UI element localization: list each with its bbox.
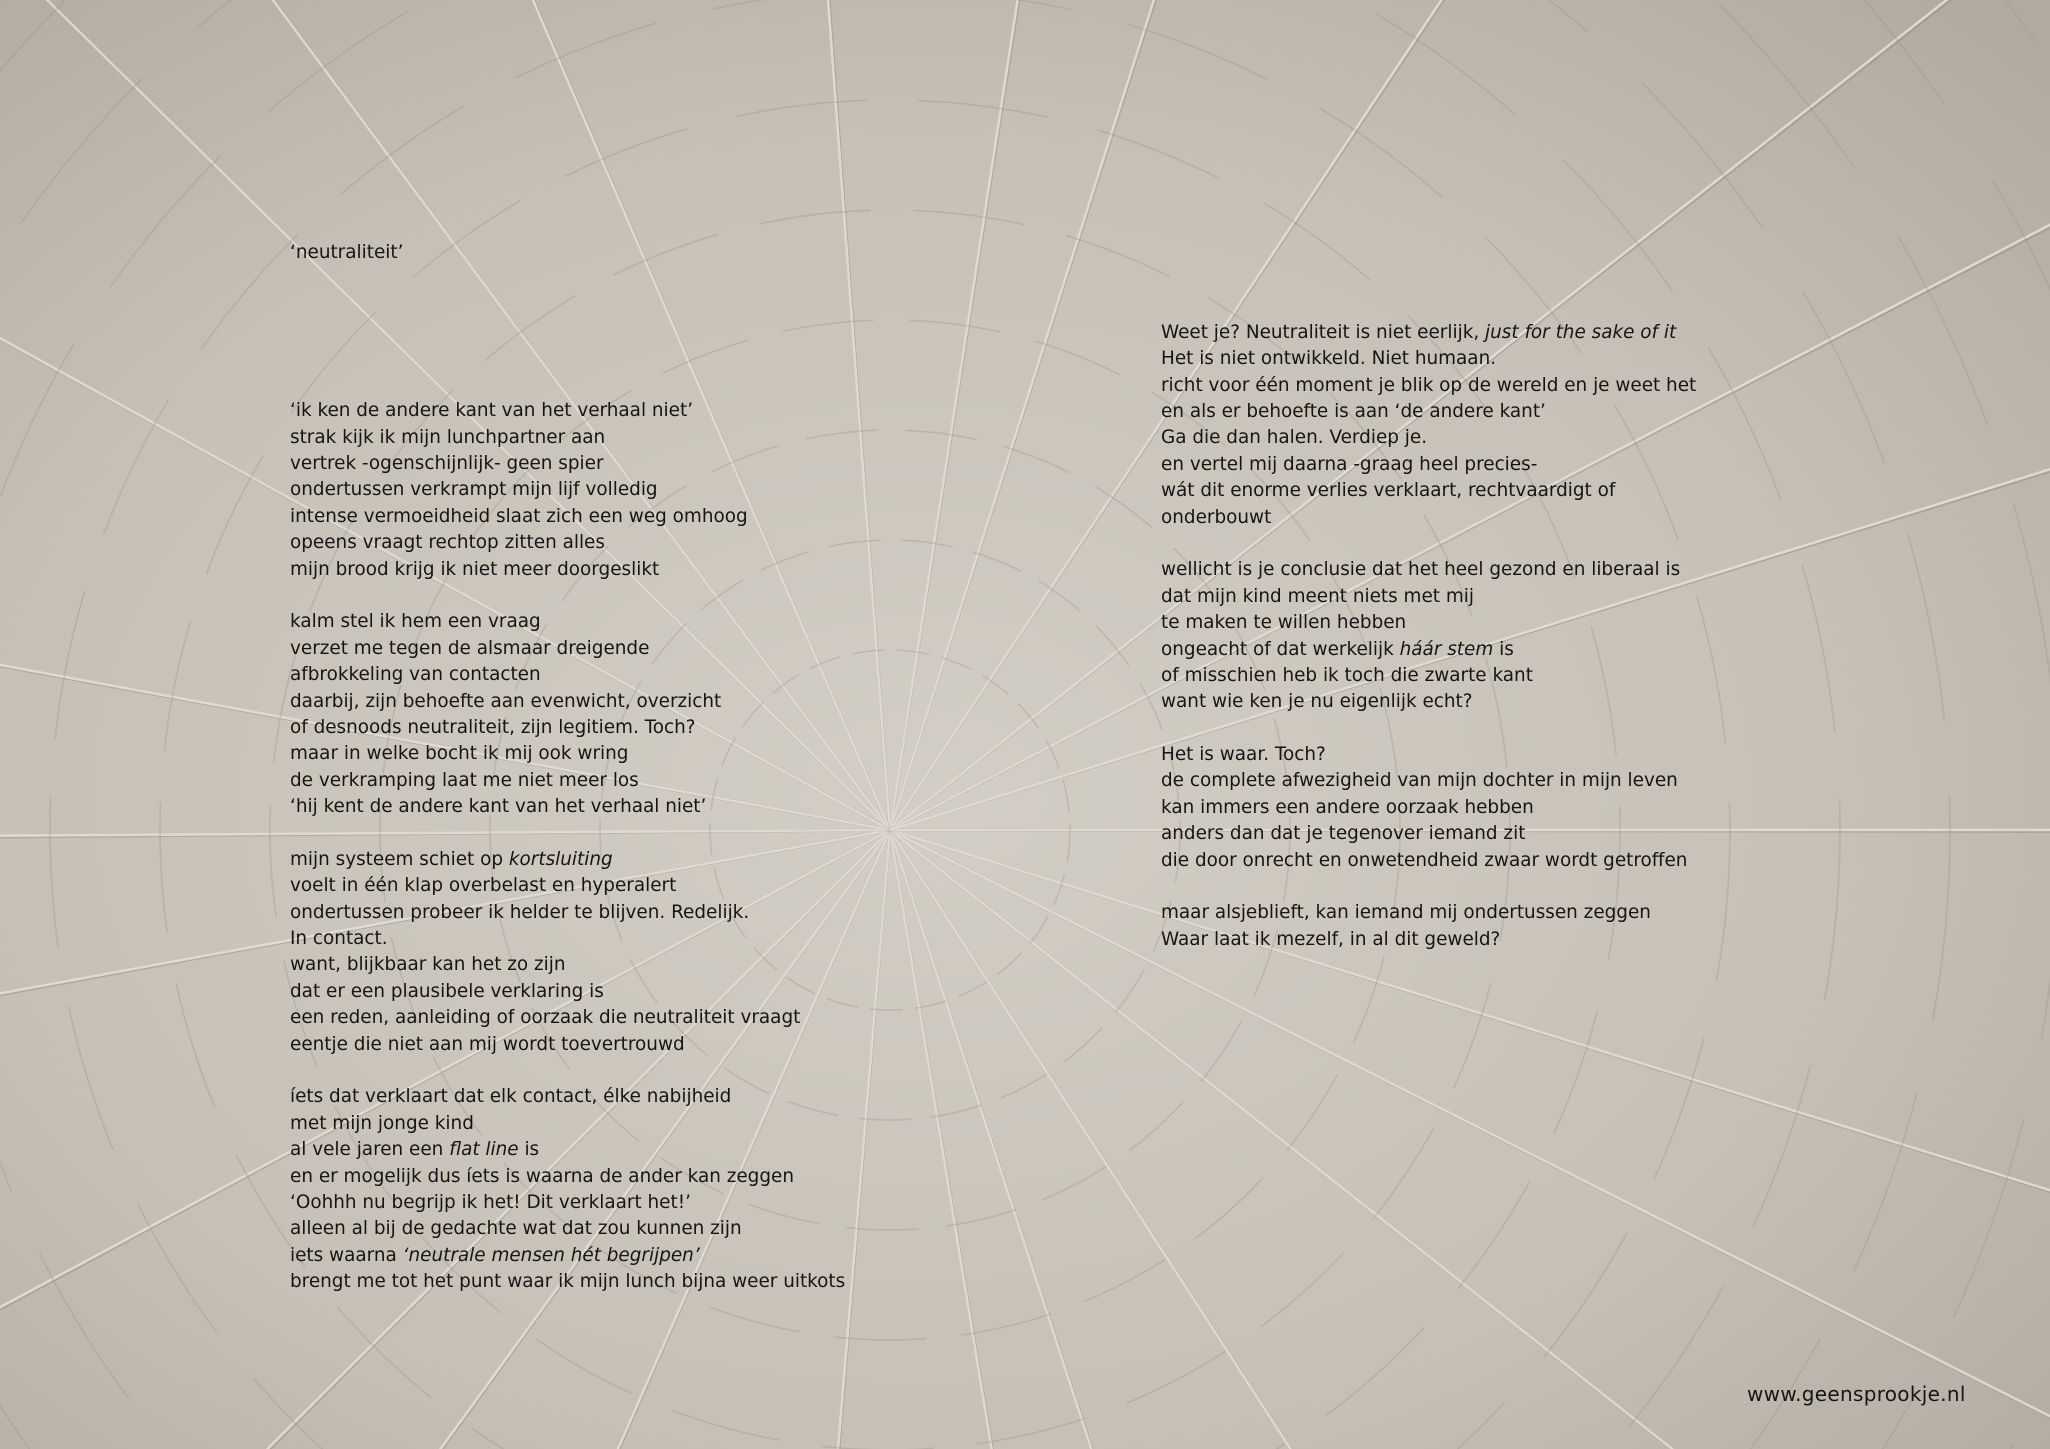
poem-line (290, 1032, 845, 1058)
poem-line (1161, 848, 1696, 874)
poem-line (290, 1164, 845, 1190)
poem-line (290, 768, 845, 794)
text: strak kijk ik mijn lunchpartner aan (290, 426, 606, 448)
poem-line (1161, 399, 1696, 425)
text: kan immers een andere oorzaak hebben (1161, 796, 1534, 818)
text: kalm stel ik hem een vraag (290, 611, 541, 633)
text: daarbij, zijn behoefte aan evenwicht, overzicht (290, 690, 722, 712)
text: met mijn jonge kind (290, 1112, 474, 1134)
poem-line (290, 847, 845, 873)
poem-line (290, 398, 845, 424)
stanza-gap (290, 319, 845, 345)
poem-line (290, 952, 845, 978)
poem-line (1161, 505, 1696, 531)
poem-line (1161, 927, 1696, 953)
stanza-gap (290, 820, 845, 846)
stanza-gap (290, 1058, 845, 1084)
text: dat er een plausibele verklaring is (290, 980, 604, 1002)
poem-line (290, 1190, 845, 1216)
poem-line (1161, 557, 1696, 583)
left-stanza-3 (290, 847, 845, 1058)
poem-line (290, 873, 845, 899)
text: die door onrecht en onwetendheid zwaar wordt getroffen (1161, 849, 1688, 871)
text: ‘ik ken de andere kant van het verhaal niet’ (290, 400, 694, 422)
text: iets waarna (290, 1244, 403, 1266)
left-stanza-2 (290, 609, 845, 820)
text: brengt me tot het punt waar ik mijn lunch bijna weer uitkots (290, 1271, 846, 1293)
text: Waar laat ik mezelf, in al dit geweld? (1161, 928, 1501, 950)
text: of desnoods neutraliteit, zijn legitiem. Toch? (290, 716, 696, 738)
text: is (518, 1139, 540, 1161)
poem-line (290, 1137, 845, 1163)
text: wellicht is je conclusie dat het heel gezond en liberaal is (1161, 559, 1681, 581)
italic-text: flat line (449, 1139, 519, 1161)
text: opeens vraagt rechtop zitten alles (290, 532, 605, 554)
left-stanzas (290, 398, 845, 1295)
text: eentje die niet aan mij wordt toevertrouwd (290, 1033, 685, 1055)
website-url: www.geensprookje.nl (1747, 1382, 1966, 1406)
poem-line (290, 1111, 845, 1137)
text: en als er behoefte is aan ‘de andere kant’ (1161, 400, 1546, 422)
text: is (1493, 638, 1514, 660)
text: maar alsjeblieft, kan iemand mij ondertussen zeggen (1161, 902, 1651, 924)
text: ongeacht of dat werkelijk (1161, 638, 1400, 660)
text: wát dit enorme verlies verklaart, rechtvaardigt of (1161, 480, 1616, 502)
text: alleen al bij de gedachte wat dat zou kunnen zijn (290, 1218, 742, 1240)
poem-line (1161, 742, 1696, 768)
right-stanza-4 (1161, 900, 1696, 953)
text: Weet je? Neutraliteit is niet eerlijk, (1161, 321, 1486, 343)
poem-line (1161, 821, 1696, 847)
right-stanza-3 (1161, 742, 1696, 874)
poem-line (1161, 637, 1696, 663)
text: een reden, aanleiding of oorzaak die neutraliteit vraagt (290, 1007, 801, 1029)
text: want, blijkbaar kan het zo zijn (290, 954, 566, 976)
text: al vele jaren een (290, 1139, 450, 1161)
poem-line (1161, 373, 1696, 399)
poem-line (290, 557, 845, 583)
poem-line (290, 530, 845, 556)
poem-line (290, 979, 845, 1005)
poem-line (1161, 663, 1696, 689)
left-stanza-1 (290, 398, 845, 583)
text: ondertussen probeer ik helder te blijven. Redelijk. (290, 901, 750, 923)
italic-text: kortsluiting (508, 848, 613, 870)
poem-line (1161, 795, 1696, 821)
stanza-gap (1161, 716, 1696, 742)
poem-line (1161, 900, 1696, 926)
poem-line (1161, 478, 1696, 504)
right-stanza-2 (1161, 557, 1696, 715)
text: verzet me tegen de alsmaar dreigende (290, 637, 650, 659)
text: te maken te willen hebben (1161, 612, 1407, 634)
text: Het is waar. Toch? (1161, 744, 1326, 766)
poem-line (290, 794, 845, 820)
stanza-gap (1161, 874, 1696, 900)
poem-right-column (1161, 267, 1696, 980)
text: íets dat verklaart dat elk contact, élke nabijheid (290, 1086, 732, 1108)
text: Het is niet ontwikkeld. Niet humaan. (1161, 348, 1497, 370)
text: mijn brood krijg ik niet meer doorgeslikt (290, 558, 660, 580)
text: en er mogelijk dus íets is waarna de ander kan zeggen (290, 1165, 794, 1187)
text: of misschien heb ik toch die zwarte kant (1161, 664, 1533, 686)
poem-line (1161, 452, 1696, 478)
poem-title: ‘neutraliteit’ (290, 241, 404, 263)
poem-line (290, 662, 845, 688)
poem-line (290, 636, 845, 662)
poem-line (1161, 768, 1696, 794)
poem-line (290, 741, 845, 767)
text: ‘hij kent de andere kant van het verhaal niet’ (290, 796, 707, 818)
text: ondertussen verkrampt mijn lijf volledig (290, 479, 658, 501)
italic-text: ‘neutrale mensen hét begrijpen’ (402, 1244, 700, 1266)
text: want wie ken je nu eigenlijk echt? (1161, 691, 1473, 713)
left-stanza-4 (290, 1084, 845, 1295)
poem-line (290, 900, 845, 926)
poem-line (1161, 689, 1696, 715)
text: dat mijn kind meent niets met mij (1161, 585, 1474, 607)
poem-line (290, 504, 845, 530)
text: intense vermoeidheid slaat zich een weg omhoog (290, 505, 748, 527)
text: onderbouwt (1161, 506, 1272, 528)
text: vertrek -ogenschijnlijk- geen spier (290, 453, 604, 474)
text: Ga die dan halen. Verdiep je. (1161, 427, 1428, 449)
right-stanza-1 (1161, 320, 1696, 531)
poem-line (290, 477, 845, 503)
text: richt voor één moment je blik op de wereld en je weet het (1161, 374, 1697, 396)
text: en vertel mij daarna -graag heel precies- (1161, 453, 1538, 475)
poem-line (290, 715, 845, 741)
poem-line (290, 1084, 845, 1110)
text: anders dan dat je tegenover iemand zit (1161, 823, 1526, 845)
poem-line (290, 1269, 845, 1295)
poem-line (290, 1243, 845, 1269)
poem-line (290, 451, 845, 477)
poem-line (1161, 346, 1696, 372)
italic-text: just for the sake of it (1485, 321, 1677, 343)
stanza-gap (290, 583, 845, 609)
poem-line (290, 689, 845, 715)
poem-line (1161, 425, 1696, 451)
poem-line (290, 926, 845, 952)
text: maar in welke bocht ik mij ook wring (290, 743, 629, 765)
poem-line (290, 1005, 845, 1031)
text: de verkramping laat me niet meer los (290, 769, 639, 791)
text: afbrokkeling van contacten (290, 664, 541, 686)
text: In contact. (290, 928, 388, 950)
poem-line (290, 609, 845, 635)
text: de complete afwezigheid van mijn dochter in mijn leven (1161, 770, 1678, 792)
poem-line (290, 1216, 845, 1242)
right-stanzas (1161, 320, 1696, 953)
stanza-gap (1161, 531, 1696, 557)
poem-line (1161, 610, 1696, 636)
text: voelt in één klap overbelast en hyperalert (290, 875, 677, 897)
text: ‘Oohhh nu begrijp ik het! Dit verklaart het!’ (290, 1191, 691, 1213)
poem-line (290, 425, 845, 451)
poem-line (1161, 320, 1696, 346)
italic-text: háár stem (1399, 638, 1494, 660)
text: mijn systeem schiet op (290, 848, 509, 870)
poem-line (1161, 584, 1696, 610)
poem-left-column (290, 187, 845, 1322)
